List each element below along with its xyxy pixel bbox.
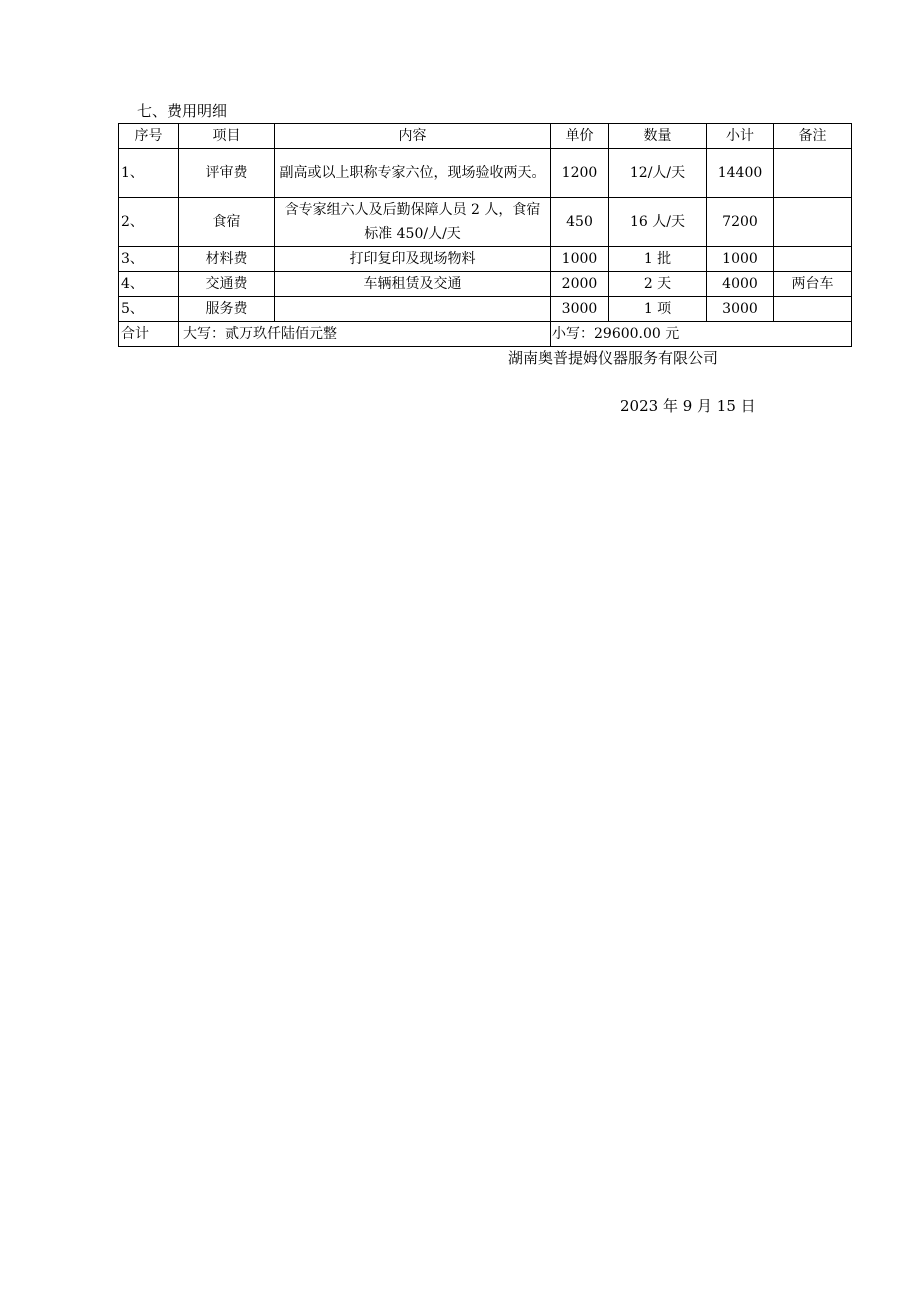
- document-date: 2023 年 9 月 15 日: [620, 397, 756, 415]
- row-item: 评审费: [179, 149, 275, 198]
- total-row: [119, 322, 852, 347]
- table-row: [119, 247, 852, 272]
- row-item: 服务费: [179, 297, 275, 322]
- row-quantity: 12/人/天: [609, 149, 707, 198]
- row-subtotal: 14400: [707, 149, 774, 198]
- table-row: [119, 198, 852, 247]
- row-unit-price: 2000: [551, 272, 609, 297]
- row-subtotal: 1000: [707, 247, 774, 272]
- header-subtotal: 小计: [707, 124, 774, 149]
- section-title: 七、费用明细: [137, 102, 228, 120]
- row-note: [774, 198, 852, 247]
- row-content: 打印复印及现场物料: [275, 247, 551, 272]
- row-unit-price: 450: [551, 198, 609, 247]
- header-note: 备注: [774, 124, 852, 149]
- table-row: [119, 297, 852, 322]
- row-note: [774, 247, 852, 272]
- row-subtotal: 7200: [707, 198, 774, 247]
- header-content: 内容: [275, 124, 551, 149]
- header-row: [119, 124, 852, 149]
- row-unit-price: 1000: [551, 247, 609, 272]
- cost-table: [118, 123, 852, 347]
- row-item: 食宿: [179, 198, 275, 247]
- row-note: [774, 297, 852, 322]
- row-quantity: 1 项: [609, 297, 707, 322]
- row-item: 交通费: [179, 272, 275, 297]
- row-unit-price: 1200: [551, 149, 609, 198]
- header-quantity: 数量: [609, 124, 707, 149]
- row-quantity: 16 人/天: [609, 198, 707, 247]
- row-index: 1、: [119, 149, 179, 198]
- row-content: 车辆租赁及交通: [275, 272, 551, 297]
- row-note: [774, 149, 852, 198]
- row-quantity: 2 天: [609, 272, 707, 297]
- row-index: 2、: [119, 198, 179, 247]
- header-item: 项目: [179, 124, 275, 149]
- company-name: 湖南奥普提姆仪器服务有限公司: [508, 349, 719, 367]
- table-row: [119, 149, 852, 198]
- row-content: [275, 297, 551, 322]
- row-index: 4、: [119, 272, 179, 297]
- table-row: [119, 272, 852, 297]
- total-label: 合计: [119, 322, 179, 347]
- total-uppercase: 大写：贰万玖仟陆佰元整: [179, 322, 551, 347]
- row-subtotal: 4000: [707, 272, 774, 297]
- row-unit-price: 3000: [551, 297, 609, 322]
- row-index: 5、: [119, 297, 179, 322]
- row-quantity: 1 批: [609, 247, 707, 272]
- row-subtotal: 3000: [707, 297, 774, 322]
- total-lowercase: 小写：29600.00 元: [551, 322, 852, 347]
- row-index: 3、: [119, 247, 179, 272]
- row-content: 副高或以上职称专家六位，现场验收两天。: [275, 149, 551, 198]
- row-content: 含专家组六人及后勤保障人员 2 人，食宿标准 450/人/天: [275, 198, 551, 247]
- header-unit-price: 单价: [551, 124, 609, 149]
- row-note: 两台车: [774, 272, 852, 297]
- row-item: 材料费: [179, 247, 275, 272]
- header-index: 序号: [119, 124, 179, 149]
